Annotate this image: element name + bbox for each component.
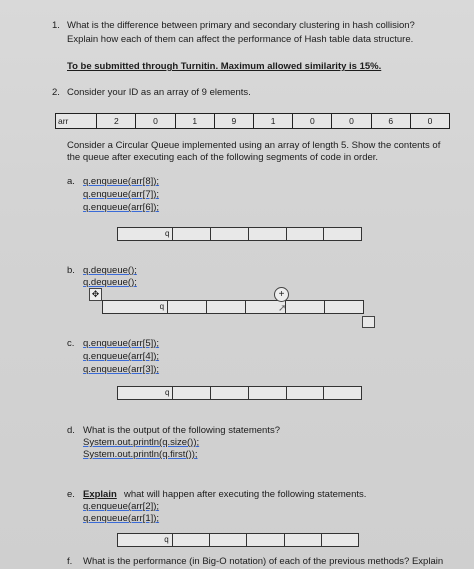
submission-note: To be submitted through Turnitin. Maximum allowed similarity is 15%. <box>67 61 382 72</box>
queue-slot[interactable] <box>210 228 248 240</box>
queue-slot[interactable] <box>324 301 363 313</box>
id-array-table <box>55 113 450 129</box>
part-c-code-line: q.enqueue(arr[4]); <box>83 351 160 362</box>
queue-slot[interactable] <box>248 387 286 399</box>
pointer-cursor-icon: ➚ <box>278 303 287 314</box>
queue-label: q <box>164 229 170 238</box>
part-d-text: What is the output of the following statements? <box>83 425 280 436</box>
part-b-label: b. <box>67 265 75 276</box>
queue-slot[interactable] <box>206 301 245 313</box>
queue-table-b <box>102 300 364 314</box>
queue-slot[interactable] <box>284 534 321 546</box>
move-icon[interactable]: ✥ <box>89 288 102 301</box>
q2-number: 2. <box>52 87 60 98</box>
resize-handle[interactable] <box>362 316 375 328</box>
part-b-code-line: q.dequeue(); <box>83 277 137 288</box>
queue-slot[interactable] <box>209 534 246 546</box>
part-e-code-line: q.enqueue(arr[1]); <box>83 513 160 524</box>
q2-desc-line1: Consider a Circular Queue implemented using an array of length 5. Show the contents of <box>67 140 441 151</box>
queue-slot[interactable] <box>323 228 361 240</box>
q1-line2: Explain how each of them can affect the performance of Hash table data structure. <box>67 34 414 45</box>
queue-table-c <box>117 386 362 400</box>
q1-number: 1. <box>52 20 60 31</box>
queue-slot[interactable] <box>172 228 210 240</box>
queue-slot[interactable] <box>286 387 324 399</box>
array-cell: 9 <box>214 114 253 128</box>
queue-slot[interactable] <box>286 228 324 240</box>
queue-slot[interactable] <box>172 387 210 399</box>
queue-label: q <box>164 388 170 397</box>
queue-slot[interactable] <box>210 387 248 399</box>
array-cell: 1 <box>175 114 214 128</box>
q2-text: Consider your ID as an array of 9 elements. <box>67 87 251 98</box>
queue-slot[interactable] <box>248 228 286 240</box>
part-c-code-line: q.enqueue(arr[5]); <box>83 338 160 349</box>
queue-table-a <box>117 227 362 241</box>
part-f-text: What is the performance (in Big-O notation) of each of the previous methods? Explain <box>83 556 444 567</box>
part-e-text: what will happen after executing the following statements. <box>124 489 367 500</box>
array-cell: 1 <box>253 114 292 128</box>
array-cell: 0 <box>292 114 331 128</box>
array-label: arr <box>58 116 69 126</box>
part-a-label: a. <box>67 176 75 187</box>
zoom-in-icon[interactable]: + <box>274 287 289 302</box>
part-d-code-line: System.out.println(q.size()); <box>83 437 200 448</box>
queue-label: q <box>159 302 165 311</box>
queue-slot[interactable] <box>246 534 283 546</box>
part-d-code-line: System.out.println(q.first()); <box>83 449 198 460</box>
part-d-label: d. <box>67 425 75 436</box>
q1-line1: What is the difference between primary and secondary clustering in hash collision? <box>67 20 415 31</box>
part-a-code-line: q.enqueue(arr[7]); <box>83 189 160 200</box>
queue-slot[interactable] <box>167 301 206 313</box>
part-c-code-line: q.enqueue(arr[3]); <box>83 364 160 375</box>
part-a-code-line: q.enqueue(arr[8]); <box>83 176 160 187</box>
queue-slot[interactable] <box>172 534 209 546</box>
part-e-code-line: q.enqueue(arr[2]); <box>83 501 160 512</box>
queue-slot[interactable] <box>321 534 358 546</box>
part-e-label: e. <box>67 489 75 500</box>
part-e-text-bold: Explain <box>83 489 117 500</box>
queue-label: q <box>164 535 169 544</box>
part-c-label: c. <box>67 338 75 349</box>
array-cell: 0 <box>135 114 174 128</box>
part-a-code-line: q.enqueue(arr[6]); <box>83 202 160 213</box>
queue-table-e <box>117 533 359 547</box>
part-f-label: f. <box>67 556 73 567</box>
array-cell: 2 <box>96 114 135 128</box>
queue-slot[interactable] <box>323 387 361 399</box>
array-cell: 0 <box>331 114 370 128</box>
part-b-code-line: q.dequeue(); <box>83 265 137 276</box>
array-cell: 6 <box>371 114 410 128</box>
q2-desc-line2: the queue after executing each of the following segments of code in order. <box>67 152 379 163</box>
array-cell: 0 <box>410 114 449 128</box>
queue-slot[interactable] <box>285 301 324 313</box>
